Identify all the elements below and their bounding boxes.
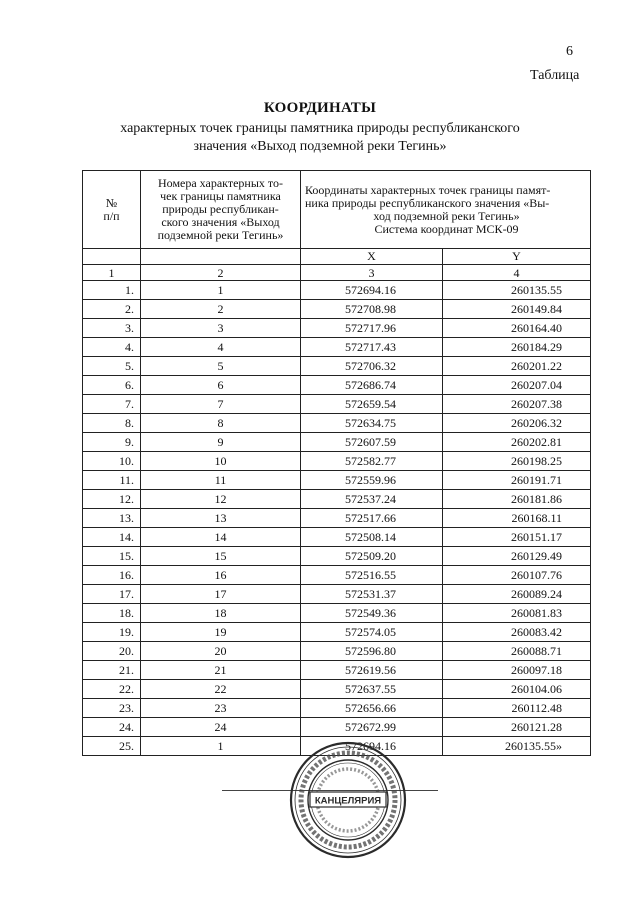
row-index: 5. xyxy=(83,357,141,376)
row-index: 4. xyxy=(83,338,141,357)
coord-x: 572574.05 xyxy=(301,623,443,642)
coord-x: 572708.98 xyxy=(301,300,443,319)
row-index: 20. xyxy=(83,642,141,661)
table-label: Таблица xyxy=(530,68,580,83)
coord-y: 260129.49 xyxy=(443,547,591,566)
header-x: X xyxy=(301,249,443,265)
table-row xyxy=(83,699,591,718)
row-index: 1. xyxy=(83,281,141,300)
table-xy-header-row xyxy=(83,249,591,265)
table-row xyxy=(83,509,591,528)
coord-x: 572607.59 xyxy=(301,433,443,452)
coord-x: 572531.37 xyxy=(301,585,443,604)
table-header-row xyxy=(83,171,591,249)
coord-y: 260088.71 xyxy=(443,642,591,661)
coord-y: 260107.76 xyxy=(443,566,591,585)
table-row xyxy=(83,604,591,623)
point-number: 14 xyxy=(141,528,301,547)
table-row xyxy=(83,300,591,319)
coord-y: 260207.04 xyxy=(443,376,591,395)
coord-y: 260164.40 xyxy=(443,319,591,338)
table-row xyxy=(83,661,591,680)
coord-x: 572619.56 xyxy=(301,661,443,680)
table-row xyxy=(83,357,591,376)
coord-x: 572672.99 xyxy=(301,718,443,737)
table-row xyxy=(83,680,591,699)
table-row xyxy=(83,623,591,642)
coord-y: 260112.48 xyxy=(443,699,591,718)
point-number: 10 xyxy=(141,452,301,471)
coordinates-table xyxy=(82,170,591,756)
coord-y: 260168.11 xyxy=(443,509,591,528)
point-number: 19 xyxy=(141,623,301,642)
column-number: 2 xyxy=(141,265,301,281)
row-index: 19. xyxy=(83,623,141,642)
coord-x: 572637.55 xyxy=(301,680,443,699)
point-number: 11 xyxy=(141,471,301,490)
coord-y: 260121.28 xyxy=(443,718,591,737)
table-row xyxy=(83,490,591,509)
point-number: 9 xyxy=(141,433,301,452)
table-row xyxy=(83,414,591,433)
coord-y: 260191.71 xyxy=(443,471,591,490)
coord-y: 260206.32 xyxy=(443,414,591,433)
coord-x: 572656.66 xyxy=(301,699,443,718)
coord-y: 260207.38 xyxy=(443,395,591,414)
coord-y: 260081.83 xyxy=(443,604,591,623)
coord-x: 572686.74 xyxy=(301,376,443,395)
point-number: 5 xyxy=(141,357,301,376)
row-index: 14. xyxy=(83,528,141,547)
table-row xyxy=(83,642,591,661)
point-number: 18 xyxy=(141,604,301,623)
point-number: 2 xyxy=(141,300,301,319)
coord-y: 260089.24 xyxy=(443,585,591,604)
coord-x: 572706.32 xyxy=(301,357,443,376)
table-row xyxy=(83,395,591,414)
coord-y: 260135.55» xyxy=(443,737,591,756)
header-col-number: № п/п xyxy=(83,171,141,249)
table-row xyxy=(83,281,591,300)
coord-y: 260181.86 xyxy=(443,490,591,509)
row-index: 23. xyxy=(83,699,141,718)
coord-x: 572517.66 xyxy=(301,509,443,528)
table-row xyxy=(83,585,591,604)
row-index: 7. xyxy=(83,395,141,414)
point-number: 22 xyxy=(141,680,301,699)
coord-y: 260198.25 xyxy=(443,452,591,471)
point-number: 12 xyxy=(141,490,301,509)
point-number: 23 xyxy=(141,699,301,718)
point-number: 3 xyxy=(141,319,301,338)
coord-y: 260149.84 xyxy=(443,300,591,319)
row-index: 18. xyxy=(83,604,141,623)
point-number: 4 xyxy=(141,338,301,357)
table-row xyxy=(83,376,591,395)
table-row xyxy=(83,718,591,737)
row-index: 17. xyxy=(83,585,141,604)
coord-x: 572717.96 xyxy=(301,319,443,338)
coord-x: 572516.55 xyxy=(301,566,443,585)
column-number: 3 xyxy=(301,265,443,281)
coord-x: 572508.14 xyxy=(301,528,443,547)
row-index: 13. xyxy=(83,509,141,528)
table-row xyxy=(83,471,591,490)
row-index: 9. xyxy=(83,433,141,452)
table-row xyxy=(83,452,591,471)
point-number: 16 xyxy=(141,566,301,585)
table-row xyxy=(83,433,591,452)
seal-center-text: КАНЦЕЛЯРИЯ xyxy=(314,795,382,807)
column-number: 4 xyxy=(443,265,591,281)
table-row xyxy=(83,319,591,338)
coord-y: 260202.81 xyxy=(443,433,591,452)
row-index: 8. xyxy=(83,414,141,433)
point-number: 17 xyxy=(141,585,301,604)
row-index: 21. xyxy=(83,661,141,680)
header-y: Y xyxy=(443,249,591,265)
row-index: 10. xyxy=(83,452,141,471)
row-index: 16. xyxy=(83,566,141,585)
row-index: 2. xyxy=(83,300,141,319)
coord-x: 572559.96 xyxy=(301,471,443,490)
coord-y: 260184.29 xyxy=(443,338,591,357)
point-number: 8 xyxy=(141,414,301,433)
document-subtitle xyxy=(0,120,640,156)
document-title: КООРДИНАТЫ xyxy=(263,100,377,116)
row-index: 24. xyxy=(83,718,141,737)
coord-x: 572694.16 xyxy=(301,737,443,756)
point-number: 13 xyxy=(141,509,301,528)
point-number: 1 xyxy=(141,281,301,300)
point-number: 20 xyxy=(141,642,301,661)
point-number: 6 xyxy=(141,376,301,395)
coord-x: 572694.16 xyxy=(301,281,443,300)
row-index: 6. xyxy=(83,376,141,395)
coord-x: 572549.36 xyxy=(301,604,443,623)
coord-y: 260135.55 xyxy=(443,281,591,300)
row-index: 3. xyxy=(83,319,141,338)
row-index: 15. xyxy=(83,547,141,566)
row-index: 22. xyxy=(83,680,141,699)
coord-x: 572717.43 xyxy=(301,338,443,357)
table-body xyxy=(83,281,591,756)
point-number: 21 xyxy=(141,661,301,680)
point-number: 1 xyxy=(141,737,301,756)
coord-x: 572582.77 xyxy=(301,452,443,471)
subtitle-line-2: значения «Выход подземной реки Тегинь» xyxy=(193,139,447,154)
coord-y: 260083.42 xyxy=(443,623,591,642)
header-col-coordinates: Координаты характерных точек границы памят- ника природы республиканского значения «Вы- ход подземной реки Тегинь» Система координат МСК-09 xyxy=(301,171,591,249)
table-row xyxy=(83,338,591,357)
table-row xyxy=(83,566,591,585)
coord-y: 260151.17 xyxy=(443,528,591,547)
row-index: 11. xyxy=(83,471,141,490)
point-number: 7 xyxy=(141,395,301,414)
coord-y: 260201.22 xyxy=(443,357,591,376)
coord-x: 572634.75 xyxy=(301,414,443,433)
row-index: 25. xyxy=(83,737,141,756)
column-number: 1 xyxy=(83,265,141,281)
coord-x: 572596.80 xyxy=(301,642,443,661)
point-number: 15 xyxy=(141,547,301,566)
coord-y: 260104.06 xyxy=(443,680,591,699)
row-index: 12. xyxy=(83,490,141,509)
page-number: 6 xyxy=(566,44,573,59)
table-column-numbers-row xyxy=(83,265,591,281)
coord-x: 572537.24 xyxy=(301,490,443,509)
coord-x: 572509.20 xyxy=(301,547,443,566)
coord-y: 260097.18 xyxy=(443,661,591,680)
header-col-point-number: Номера характерных то- чек границы памятника природы республикан- ского значения «Выход подземной реки Тегинь» xyxy=(141,171,301,249)
point-number: 24 xyxy=(141,718,301,737)
table-row xyxy=(83,547,591,566)
coord-x: 572659.54 xyxy=(301,395,443,414)
table-row xyxy=(83,528,591,547)
subtitle-line-1: характерных точек границы памятника природы республиканского xyxy=(120,121,520,136)
official-seal xyxy=(288,740,408,860)
